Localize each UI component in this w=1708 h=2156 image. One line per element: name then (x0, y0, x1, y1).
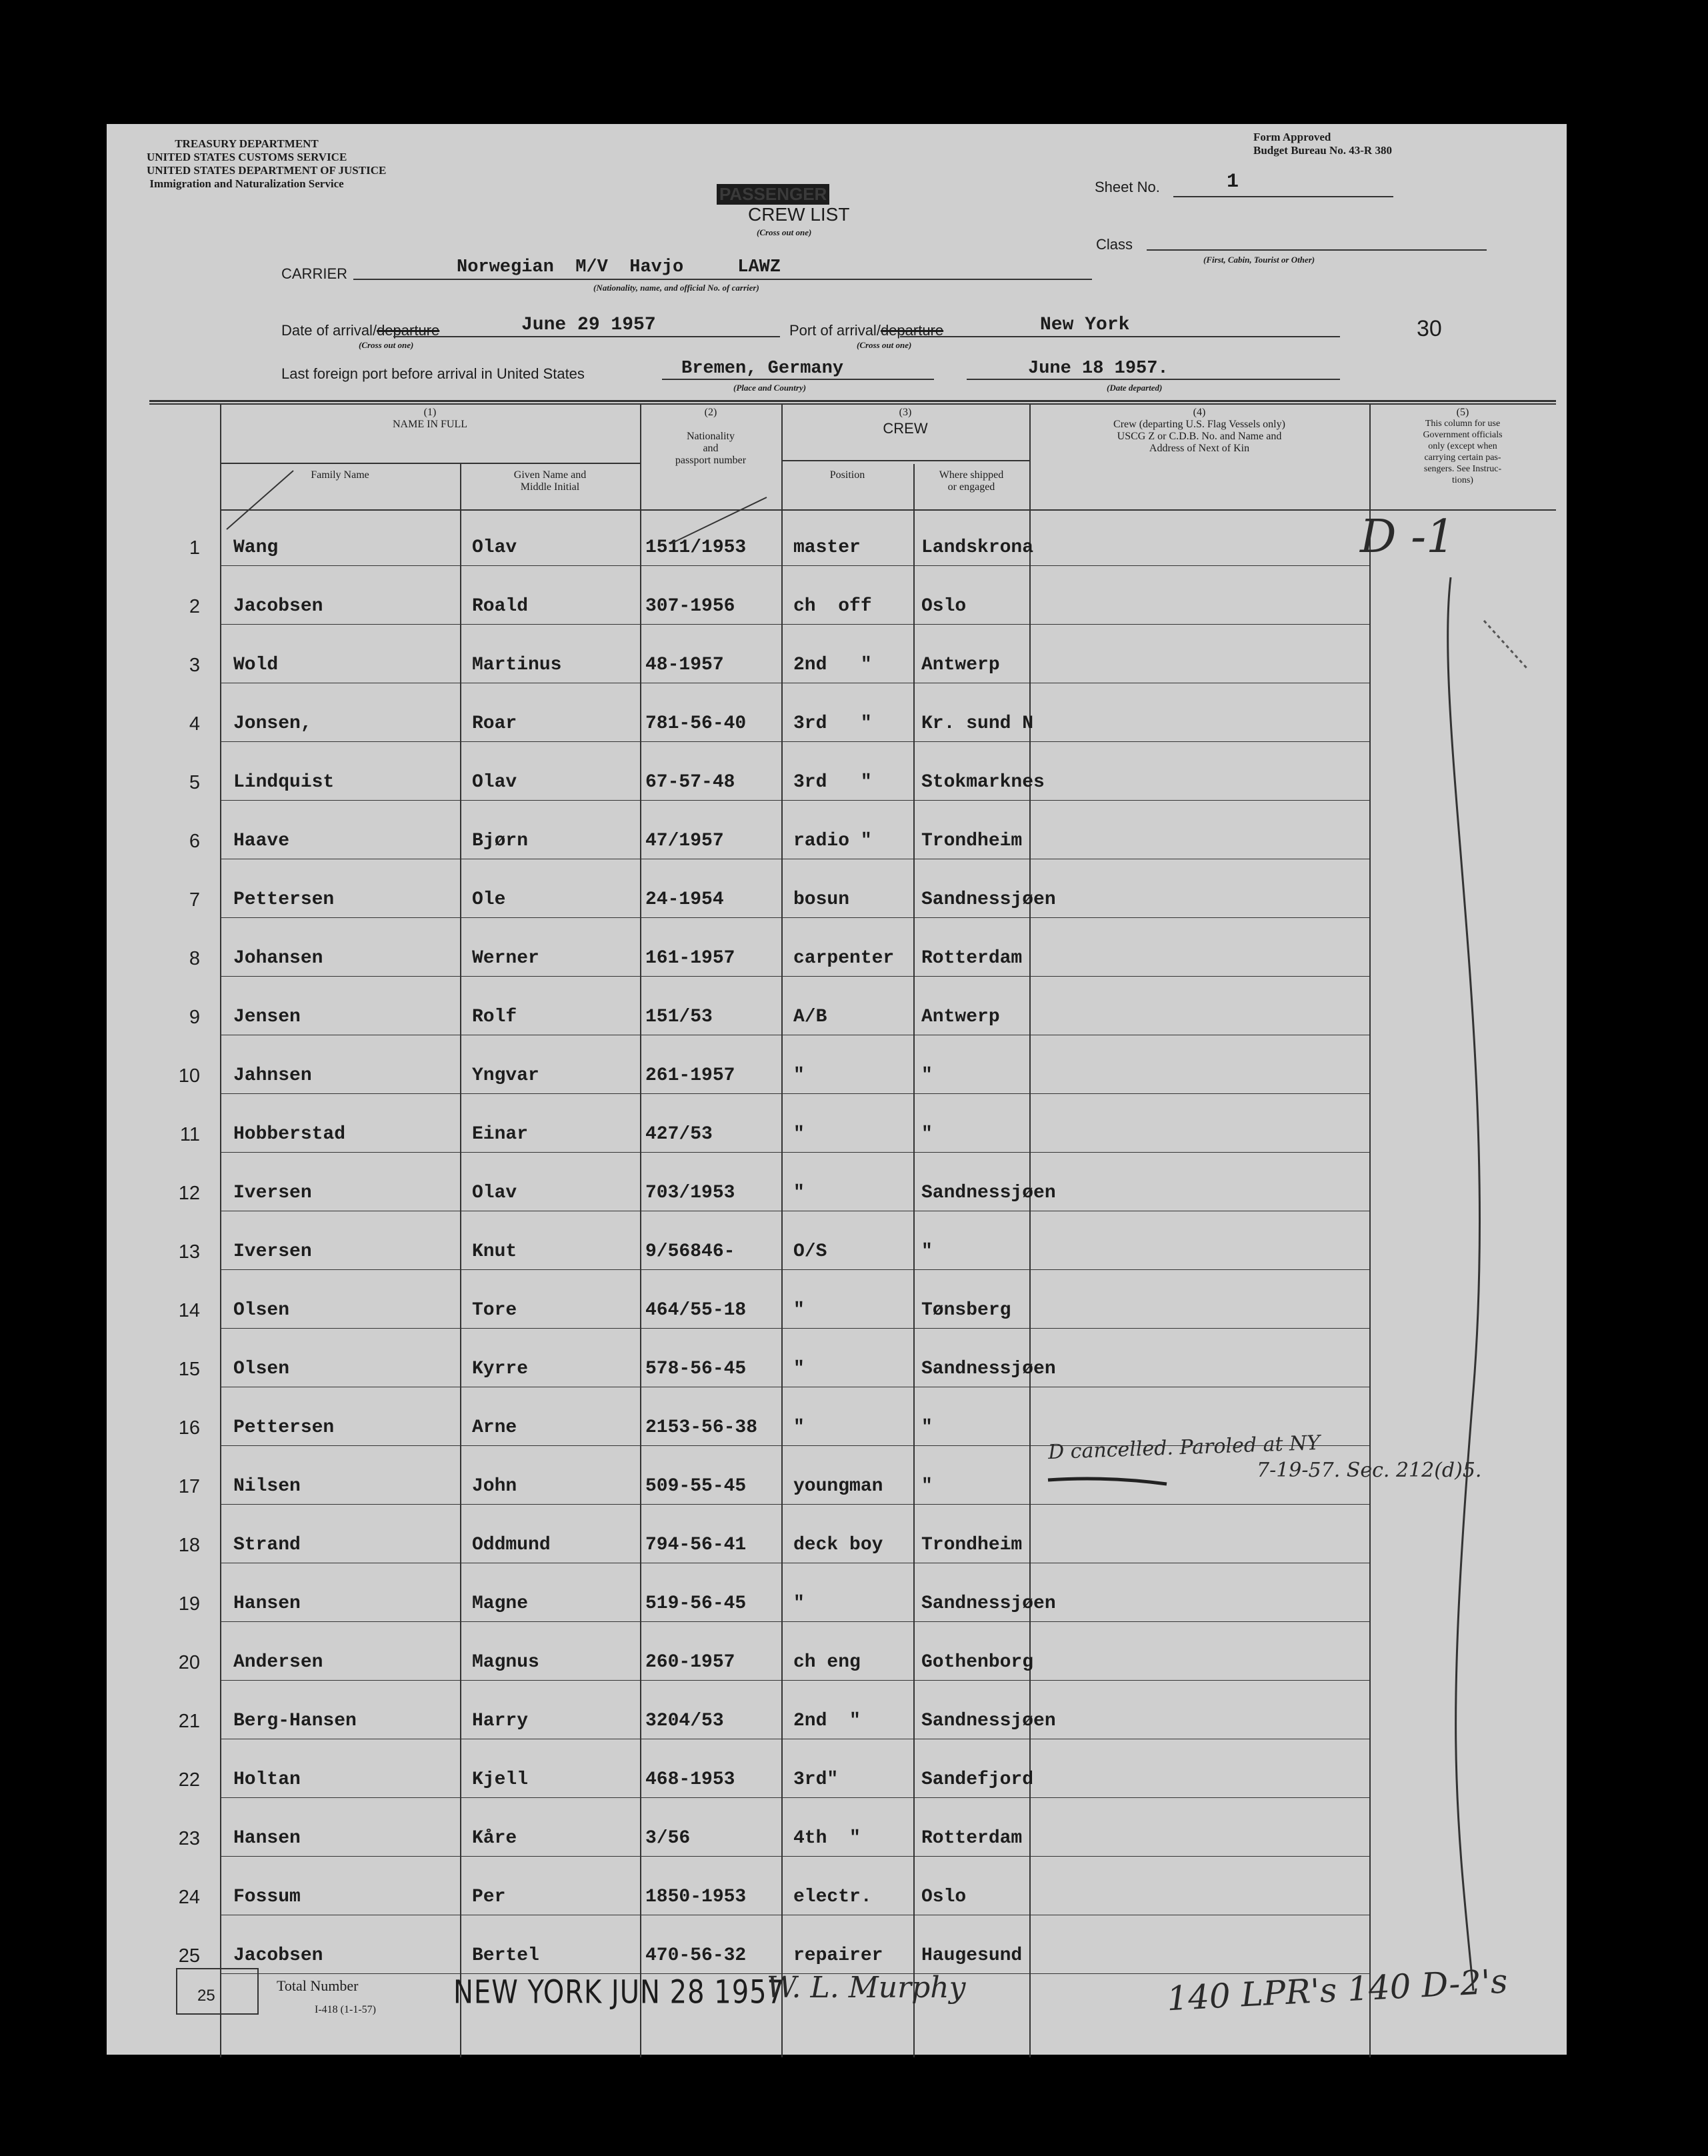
lpr-note: 140 LPR's 140 D-2's (1165, 1961, 1509, 2019)
class-label: Class (1096, 236, 1133, 253)
col3-title: CREW (883, 420, 928, 437)
cell-given: Bertel (472, 1945, 539, 1966)
cell-family: Jacobsen (233, 1945, 323, 1966)
row-number: 3 (189, 655, 200, 676)
agency-line: Immigration and Naturalization Service (149, 177, 344, 190)
cell-where: Antwerp (921, 1007, 1000, 1027)
cell-position: deck boy (793, 1535, 883, 1555)
d1-annotation: D -1 (1360, 511, 1455, 563)
cell-passport: 519-56-45 (645, 1593, 747, 1614)
row-number: 18 (178, 1535, 200, 1556)
cell-passport: 703/1953 (645, 1183, 735, 1203)
cell-family: Hansen (233, 1593, 301, 1614)
departed-note: (Date departed) (1107, 383, 1163, 393)
col2-line: passport number (675, 455, 747, 466)
cell-family: Haave (233, 831, 290, 851)
cell-where: Gothenborg (921, 1652, 1034, 1673)
cell-position: " (793, 1593, 805, 1614)
cell-family: Olsen (233, 1359, 290, 1379)
arrival-crossed: departure (377, 322, 440, 339)
arrival-date: June 29 1957 (521, 315, 656, 335)
page-title: CREW LIST (748, 204, 850, 225)
cell-family: Hansen (233, 1828, 301, 1849)
cell-position: 4th " (793, 1828, 861, 1849)
cell-family: Lindquist (233, 772, 335, 793)
col2-num: (2) (704, 407, 717, 418)
cell-family: Hobberstad (233, 1124, 346, 1145)
arrival-note: (Cross out one) (359, 340, 414, 350)
cell-position: 3rd " (793, 713, 872, 734)
sheet-label: Sheet No. (1095, 179, 1160, 195)
total-label: Total Number (277, 1977, 359, 1994)
cell-where: Sandefjord (921, 1769, 1034, 1790)
row-number: 5 (189, 772, 200, 793)
cell-given: John (472, 1476, 517, 1497)
cell-passport: 261-1957 (645, 1065, 735, 1086)
cell-position: 2nd " (793, 1711, 861, 1731)
cell-position: carpenter (793, 948, 895, 969)
cell-given: Olav (472, 1183, 517, 1203)
cell-position: 3rd" (793, 1769, 839, 1790)
cell-given: Per (472, 1887, 506, 1907)
form-approved-line: Form Approved (1253, 131, 1331, 143)
sheet-number: 1 (1227, 171, 1239, 193)
cell-where: " (921, 1476, 933, 1497)
cell-passport: 470-56-32 (645, 1945, 747, 1966)
col5-line: carrying certain pas- (1424, 453, 1501, 463)
cell-given: Einar (472, 1124, 529, 1145)
col5-line: Government officials (1423, 430, 1503, 440)
row-number: 2 (189, 596, 200, 617)
cell-given: Harry (472, 1711, 529, 1731)
cell-position: " (793, 1124, 805, 1145)
col4-line: Address of Next of Kin (1149, 443, 1250, 454)
cell-position: master (793, 537, 861, 558)
cell-position: repairer (793, 1945, 883, 1966)
row-number: 25 (178, 1945, 200, 1967)
cell-passport: 3204/53 (645, 1711, 724, 1731)
col5-line: sengers. See Instruc- (1423, 464, 1502, 474)
row-number: 15 (178, 1359, 200, 1380)
row17-annotation-2: 7-19-57. Sec. 212(d)5. (1257, 1459, 1482, 1482)
row17-annotation-1: D cancelled. Paroled at NY (1047, 1431, 1321, 1465)
cell-given: Kjell (472, 1769, 529, 1790)
cell-family: Nilsen (233, 1476, 301, 1497)
row-number: 12 (178, 1183, 200, 1204)
col4-num: (4) (1193, 407, 1206, 418)
budget-bureau-line: Budget Bureau No. 43-R 380 (1253, 144, 1392, 157)
cell-family: Pettersen (233, 1417, 335, 1438)
cell-position: ch off (793, 596, 872, 617)
cell-position: " (793, 1300, 805, 1321)
col5-num: (5) (1456, 407, 1469, 418)
cell-given: Magne (472, 1593, 529, 1614)
cell-where: Kr. sund N (921, 713, 1034, 734)
cell-where: Oslo (921, 1887, 967, 1907)
received-stamp: NEW YORK JUN 28 1957 (453, 1974, 785, 2011)
col4-line: Crew (departing U.S. Flag Vessels only) (1113, 419, 1285, 430)
col5-line: This column for use (1425, 419, 1501, 429)
where-head-line: or engaged (947, 481, 995, 493)
cell-where: Rotterdam (921, 948, 1023, 969)
cell-where: Trondheim (921, 831, 1023, 851)
row-number: 4 (189, 713, 200, 735)
cell-given: Olav (472, 537, 517, 558)
title-note: (Cross out one) (757, 227, 812, 237)
cell-where: Sandnessjøen (921, 1711, 1056, 1731)
cell-passport: 1850-1953 (645, 1887, 747, 1907)
cell-passport: 9/56846- (645, 1241, 735, 1262)
row-number: 7 (189, 889, 200, 911)
departed-date: June 18 1957. (1028, 359, 1169, 379)
col1-title: NAME IN FULL (393, 419, 467, 430)
cell-given: Knut (472, 1241, 517, 1262)
cell-given: Magnus (472, 1652, 539, 1673)
row-number: 11 (179, 1124, 200, 1145)
class-note: (First, Cabin, Tourist or Other) (1203, 255, 1315, 265)
cell-given: Kyrre (472, 1359, 529, 1379)
cell-position: " (793, 1417, 805, 1438)
cell-given: Kåre (472, 1828, 517, 1849)
position-head: Position (829, 469, 865, 481)
cell-passport: 3/56 (645, 1828, 691, 1849)
cell-family: Iversen (233, 1183, 312, 1203)
port-note: (Cross out one) (857, 340, 912, 350)
cell-where: " (921, 1065, 933, 1086)
row-number: 14 (178, 1300, 200, 1321)
cell-passport: 151/53 (645, 1007, 713, 1027)
cell-where: Rotterdam (921, 1828, 1023, 1849)
last-port-label: Last foreign port before arrival in United States (281, 365, 585, 382)
cell-passport: 67-57-48 (645, 772, 735, 793)
cell-position: A/B (793, 1007, 827, 1027)
cell-given: Roald (472, 596, 529, 617)
carrier-label: CARRIER (281, 265, 348, 282)
cell-family: Fossum (233, 1887, 301, 1907)
cell-passport: 260-1957 (645, 1652, 735, 1673)
agency-line: TREASURY DEPARTMENT (175, 137, 319, 150)
cell-family: Jahnsen (233, 1065, 312, 1086)
row-number: 1 (189, 537, 200, 559)
cell-position: " (793, 1065, 805, 1086)
cell-family: Strand (233, 1535, 301, 1555)
crew-list-form (107, 124, 1567, 2055)
cell-passport: 1511/1953 (645, 537, 747, 558)
given-head-line: Middle Initial (520, 481, 580, 493)
port-value: New York (1040, 315, 1130, 335)
form-id: I-418 (1-1-57) (315, 2004, 376, 2015)
row-number: 19 (178, 1593, 200, 1615)
cell-where: " (921, 1124, 933, 1145)
cell-given: Rolf (472, 1007, 517, 1027)
cell-position: O/S (793, 1241, 827, 1262)
row-number: 6 (189, 831, 200, 852)
cell-passport: 47/1957 (645, 831, 724, 851)
cell-family: Jensen (233, 1007, 301, 1027)
row-number: 20 (178, 1652, 200, 1673)
cell-position: " (793, 1183, 805, 1203)
cell-given: Roar (472, 713, 517, 734)
cell-passport: 48-1957 (645, 655, 724, 675)
cell-where: Oslo (921, 596, 967, 617)
cell-family: Johansen (233, 948, 323, 969)
cell-where: Sandnessjøen (921, 1359, 1056, 1379)
cell-passport: 427/53 (645, 1124, 713, 1145)
cell-family: Jacobsen (233, 596, 323, 617)
carrier-value: Norwegian M/V Havjo LAWZ (457, 257, 781, 277)
cell-where: Sandnessjøen (921, 1183, 1056, 1203)
cell-passport: 794-56-41 (645, 1535, 747, 1555)
cell-where: Tønsberg (921, 1300, 1011, 1321)
where-head-line: Where shipped (939, 469, 1004, 481)
cell-given: Bjørn (472, 831, 529, 851)
cell-position: 3rd " (793, 772, 872, 793)
col5-line: only (except when (1428, 441, 1497, 451)
row-number: 9 (189, 1007, 200, 1028)
cell-where: Haugesund (921, 1945, 1023, 1966)
col5-line: tions) (1452, 475, 1473, 485)
cell-where: Landskrona (921, 537, 1034, 558)
title-crossed: PASSENGER (717, 184, 829, 205)
col3-num: (3) (899, 407, 912, 418)
port-crossed: departure (880, 322, 944, 339)
row-number: 8 (189, 948, 200, 969)
cell-given: Ole (472, 889, 506, 910)
cell-passport: 24-1954 (645, 889, 724, 910)
cell-family: Olsen (233, 1300, 290, 1321)
cell-position: bosun (793, 889, 850, 910)
handwritten-strokes (107, 124, 1567, 2055)
last-port-value: Bremen, Germany (681, 359, 844, 379)
cell-family: Pettersen (233, 889, 335, 910)
row-number: 21 (178, 1711, 200, 1732)
cell-given: Werner (472, 948, 539, 969)
cell-where: Sandnessjøen (921, 889, 1056, 910)
cell-passport: 468-1953 (645, 1769, 735, 1790)
row-number: 24 (178, 1887, 200, 1908)
cell-position: ch eng (793, 1652, 861, 1673)
cell-where: Stokmarknes (921, 772, 1045, 793)
cell-given: Yngvar (472, 1065, 539, 1086)
cell-position: youngman (793, 1476, 883, 1497)
arrival-label-text: Date of arrival/ (281, 322, 377, 339)
cell-given: Martinus (472, 655, 562, 675)
cell-where: Trondheim (921, 1535, 1023, 1555)
cell-where: Antwerp (921, 655, 1000, 675)
cell-family: Holtan (233, 1769, 301, 1790)
cell-passport: 509-55-45 (645, 1476, 747, 1497)
cell-passport: 464/55-18 (645, 1300, 747, 1321)
row-number: 17 (178, 1476, 200, 1497)
row-number: 10 (178, 1065, 200, 1087)
cell-where: " (921, 1417, 933, 1438)
cell-where: " (921, 1241, 933, 1262)
row-number: 22 (178, 1769, 200, 1791)
cell-given: Oddmund (472, 1535, 551, 1555)
given-head-line: Given Name and (513, 469, 587, 481)
cell-where: Sandnessjøen (921, 1593, 1056, 1614)
cell-family: Andersen (233, 1652, 323, 1673)
cell-passport: 307-1956 (645, 596, 735, 617)
total-box (176, 1968, 259, 2015)
page-number: 30 (1417, 316, 1442, 341)
port-label-text: Port of arrival/ (789, 322, 881, 339)
cell-passport: 578-56-45 (645, 1359, 747, 1379)
col2-line: Nationality (687, 431, 735, 442)
row-number: 23 (178, 1828, 200, 1849)
col2-line: and (703, 443, 719, 454)
cell-passport: 781-56-40 (645, 713, 747, 734)
cell-family: Wang (233, 537, 279, 558)
col4-line: USCG Z or C.D.B. No. and Name and (1117, 431, 1282, 442)
last-port-note: (Place and Country) (733, 383, 807, 393)
cell-given: Tore (472, 1300, 517, 1321)
cell-family: Iversen (233, 1241, 312, 1262)
cell-position: electr. (793, 1887, 872, 1907)
cell-passport: 161-1957 (645, 948, 735, 969)
cell-given: Arne (472, 1417, 517, 1438)
cell-position: radio " (793, 831, 872, 851)
carrier-note: (Nationality, name, and official No. of carrier) (593, 283, 759, 293)
family-name-head: Family Name (311, 469, 369, 481)
cell-family: Wold (233, 655, 279, 675)
cell-given: Olav (472, 772, 517, 793)
row-number: 16 (178, 1417, 200, 1439)
col1-num: (1) (423, 407, 437, 418)
cell-family: Berg-Hansen (233, 1711, 357, 1731)
total-value: 25 (197, 1987, 215, 2005)
cell-position: 2nd " (793, 655, 872, 675)
cell-passport: 2153-56-38 (645, 1417, 758, 1438)
cell-position: " (793, 1359, 805, 1379)
row-number: 13 (178, 1241, 200, 1263)
cell-family: Jonsen, (233, 713, 312, 734)
inspector-signature: W. L. Murphy (767, 1971, 966, 2005)
agency-line: UNITED STATES DEPARTMENT OF JUSTICE (147, 164, 387, 177)
agency-line: UNITED STATES CUSTOMS SERVICE (147, 151, 347, 163)
